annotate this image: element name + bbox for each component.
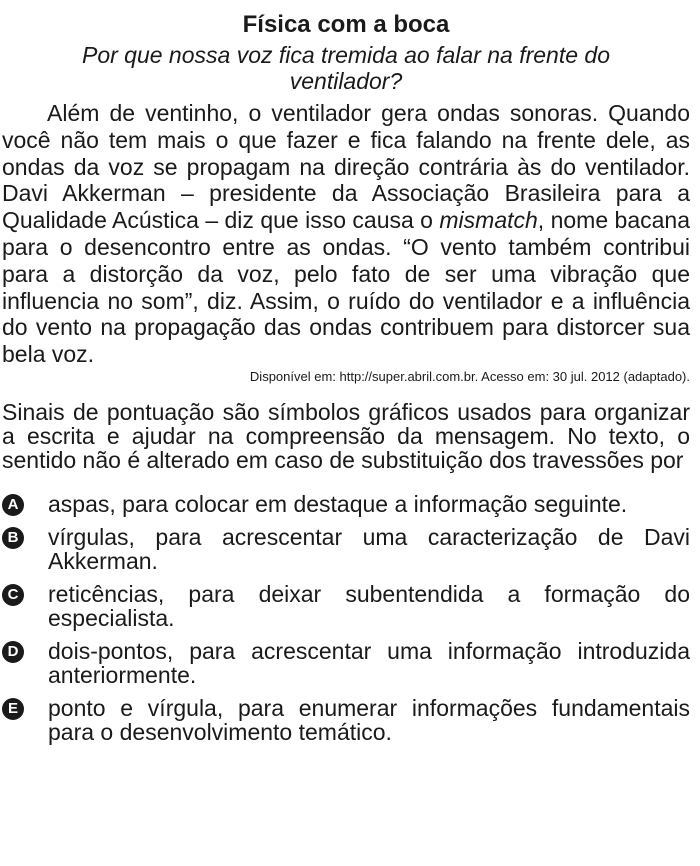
- article-body-part-2: , nome bacana para o desencontro entre as ondas. “O vento também contribui para a distorção da voz, pelo fato de ser uma vibração que influencia no som”, diz. Assim, o ruído do ventilador e a influência do vento na propagação das ondas contribuem para distorcer sua bela voz.: [2, 207, 690, 368]
- option-c-text: reticências, para deixar subentendida a formação do especialista.: [48, 580, 690, 631]
- source-citation: Disponível em: http://super.abril.com.br. Acesso em: 30 jul. 2012 (adaptado).: [249, 368, 690, 384]
- option-a-letter-badge: A: [2, 494, 24, 516]
- option-e-text: ponto e vírgula, para enumerar informações fundamentais para o desenvolvimento temático.: [48, 694, 690, 745]
- option-d-letter-badge: D: [2, 641, 24, 663]
- option-c-letter-badge: C: [2, 584, 24, 606]
- article-body-emphasis: mismatch: [439, 207, 538, 234]
- option-d[interactable]: [2, 639, 690, 687]
- option-a-text: aspas, para colocar em destaque a informação seguinte.: [48, 490, 628, 517]
- question-stem: Sinais de pontuação são símbolos gráficos usados para organizar a escrita e ajudar na compreensão da mensagem. No texto, o sentido não é alterado em caso de substituição dos travessões por: [2, 398, 690, 473]
- document-page: [2, 0, 690, 753]
- article-body-part-1: Além de ventinho, o ventilador gera ondas sonoras. Quando você não tem mais o que fazer e fica falando na frente dele, as ondas da voz se propagam na direção contrária às do ventilador. Davi Akkerman – presidente da Associação Brasileira para a Qualidade Acústica – diz que isso causa o: [2, 100, 690, 234]
- article-title: Física com a boca: [242, 11, 450, 38]
- option-d-text: dois-pontos, para acrescentar uma informação introduzida anteriormente.: [48, 637, 690, 688]
- option-c[interactable]: [2, 582, 690, 630]
- option-b-letter-badge: B: [2, 527, 24, 549]
- answer-options: [2, 492, 690, 744]
- article-subtitle: Por que nossa voz fica tremida ao falar na frente do ventilador?: [81, 42, 611, 94]
- option-a[interactable]: [2, 492, 690, 516]
- option-e-letter-badge: E: [2, 698, 24, 720]
- option-e[interactable]: [2, 696, 690, 744]
- article-body: [2, 100, 690, 368]
- option-b-text: vírgulas, para acrescentar uma caracterização de Davi Akkerman.: [48, 523, 690, 574]
- option-b[interactable]: [2, 525, 690, 573]
